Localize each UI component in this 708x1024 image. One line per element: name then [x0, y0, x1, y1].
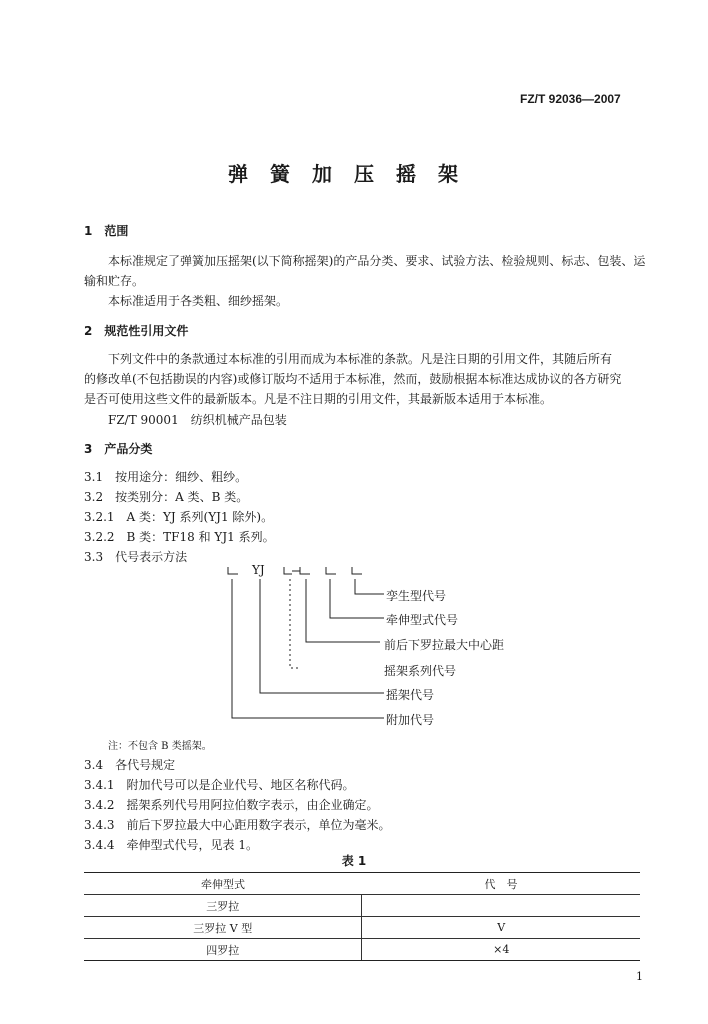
table-1-title: 表 1 — [341, 854, 367, 868]
table-header-code: 代 号 — [362, 873, 640, 895]
leader-series — [290, 579, 300, 668]
table-row — [84, 917, 640, 939]
clause-3-2-1: 3.2.1 A 类：YJ 系列(YJ1 除外)。 — [84, 510, 274, 524]
document-title: 弹簧加压摇架 — [228, 162, 480, 186]
table-row — [84, 895, 640, 917]
table-header-draft-type: 牵伸型式 — [84, 873, 362, 895]
label-rack-code: 摇架代号 — [386, 688, 435, 702]
section-1-heading: 1 范围 — [84, 224, 129, 238]
leader-draft — [330, 579, 384, 618]
section-2-para1-line3: 是否可使用这些文件的最新版本。凡是不注日期的引用文件，其最新版本适用于本标准。 — [84, 392, 553, 406]
table-cell-type: 三罗拉 V 型 — [84, 917, 362, 939]
table-cell-type: 三罗拉 — [84, 895, 362, 917]
section-2-para1-line1: 下列文件中的条款通过本标准的引用而成为本标准的条款。凡是注日期的引用文件，其随后所有 — [108, 352, 613, 366]
table-cell-code — [362, 895, 640, 917]
clause-3-3: 3.3 代号表示方法 — [84, 550, 188, 564]
clause-3-4-1: 3.4.1 附加代号可以是企业代号、地区名称代码。 — [84, 778, 355, 792]
standard-code: FZ/T 92036—2007 — [520, 92, 621, 106]
box-center-distance — [284, 567, 292, 574]
section-3-heading: 3 产品分类 — [84, 442, 153, 456]
label-center-distance: 前后下罗拉最大中心距 — [384, 638, 505, 652]
table-cell-code: ×4 — [362, 939, 640, 961]
label-draft-type-code: 牵伸型式代号 — [386, 613, 459, 627]
leader-additional — [232, 579, 384, 718]
clause-3-4-4: 3.4.4 牵伸型式代号，见表 1。 — [84, 838, 258, 852]
clause-3-1: 3.1 按用途分：细纱、粗纱。 — [84, 470, 248, 484]
leader-center-distance — [306, 579, 380, 642]
section-2-reference: FZ/T 90001 纺织机械产品包装 — [108, 413, 287, 427]
box-twin-2 — [352, 567, 362, 574]
table-row — [84, 939, 640, 961]
label-series-code: 摇架系列代号 — [384, 664, 457, 678]
clause-3-2: 3.2 按类别分：A 类、B 类。 — [84, 490, 249, 504]
section-2-para1-line2: 的修改单(不包括勘误的内容)或修订版均不适用于本标准，然而，鼓励根据本标准达成协议的各方研究 — [84, 372, 622, 386]
box-additional — [228, 567, 238, 574]
clause-3-4: 3.4 各代号规定 — [84, 758, 176, 772]
section-1-para1-line1: 本标准规定了弹簧加压摇架(以下简称摇架)的产品分类、要求、试验方法、检验规则、标志、包装、运 — [108, 254, 646, 268]
box-twin — [326, 567, 336, 574]
table-cell-code: V — [362, 917, 640, 939]
clause-3-4-3: 3.4.3 前后下罗拉最大中心距用数字表示，单位为毫米。 — [84, 818, 391, 832]
box-draft-type — [300, 567, 310, 574]
diagram-note: 注：不包含 B 类摇架。 — [108, 741, 212, 752]
clause-3-2-2: 3.2.2 B 类：TF18 和 YJ1 系列。 — [84, 530, 275, 544]
clause-3-4-2: 3.4.2 摇架系列代号用阿拉伯数字表示，由企业确定。 — [84, 798, 379, 812]
section-1-para2: 本标准适用于各类粗、细纱摇架。 — [108, 294, 289, 308]
label-twin-code: 孪生型代号 — [386, 589, 447, 603]
code-yj: YJ — [252, 563, 265, 577]
section-1-para1-line2: 输和贮存。 — [84, 274, 145, 288]
table-1 — [84, 872, 640, 961]
section-2-heading: 2 规范性引用文件 — [84, 324, 189, 338]
page-number: 1 — [636, 970, 643, 983]
leader-twin — [355, 579, 384, 594]
table-cell-type: 四罗拉 — [84, 939, 362, 961]
leader-rack — [260, 579, 384, 693]
label-additional-code: 附加代号 — [386, 713, 435, 727]
table-header-row — [84, 873, 640, 895]
